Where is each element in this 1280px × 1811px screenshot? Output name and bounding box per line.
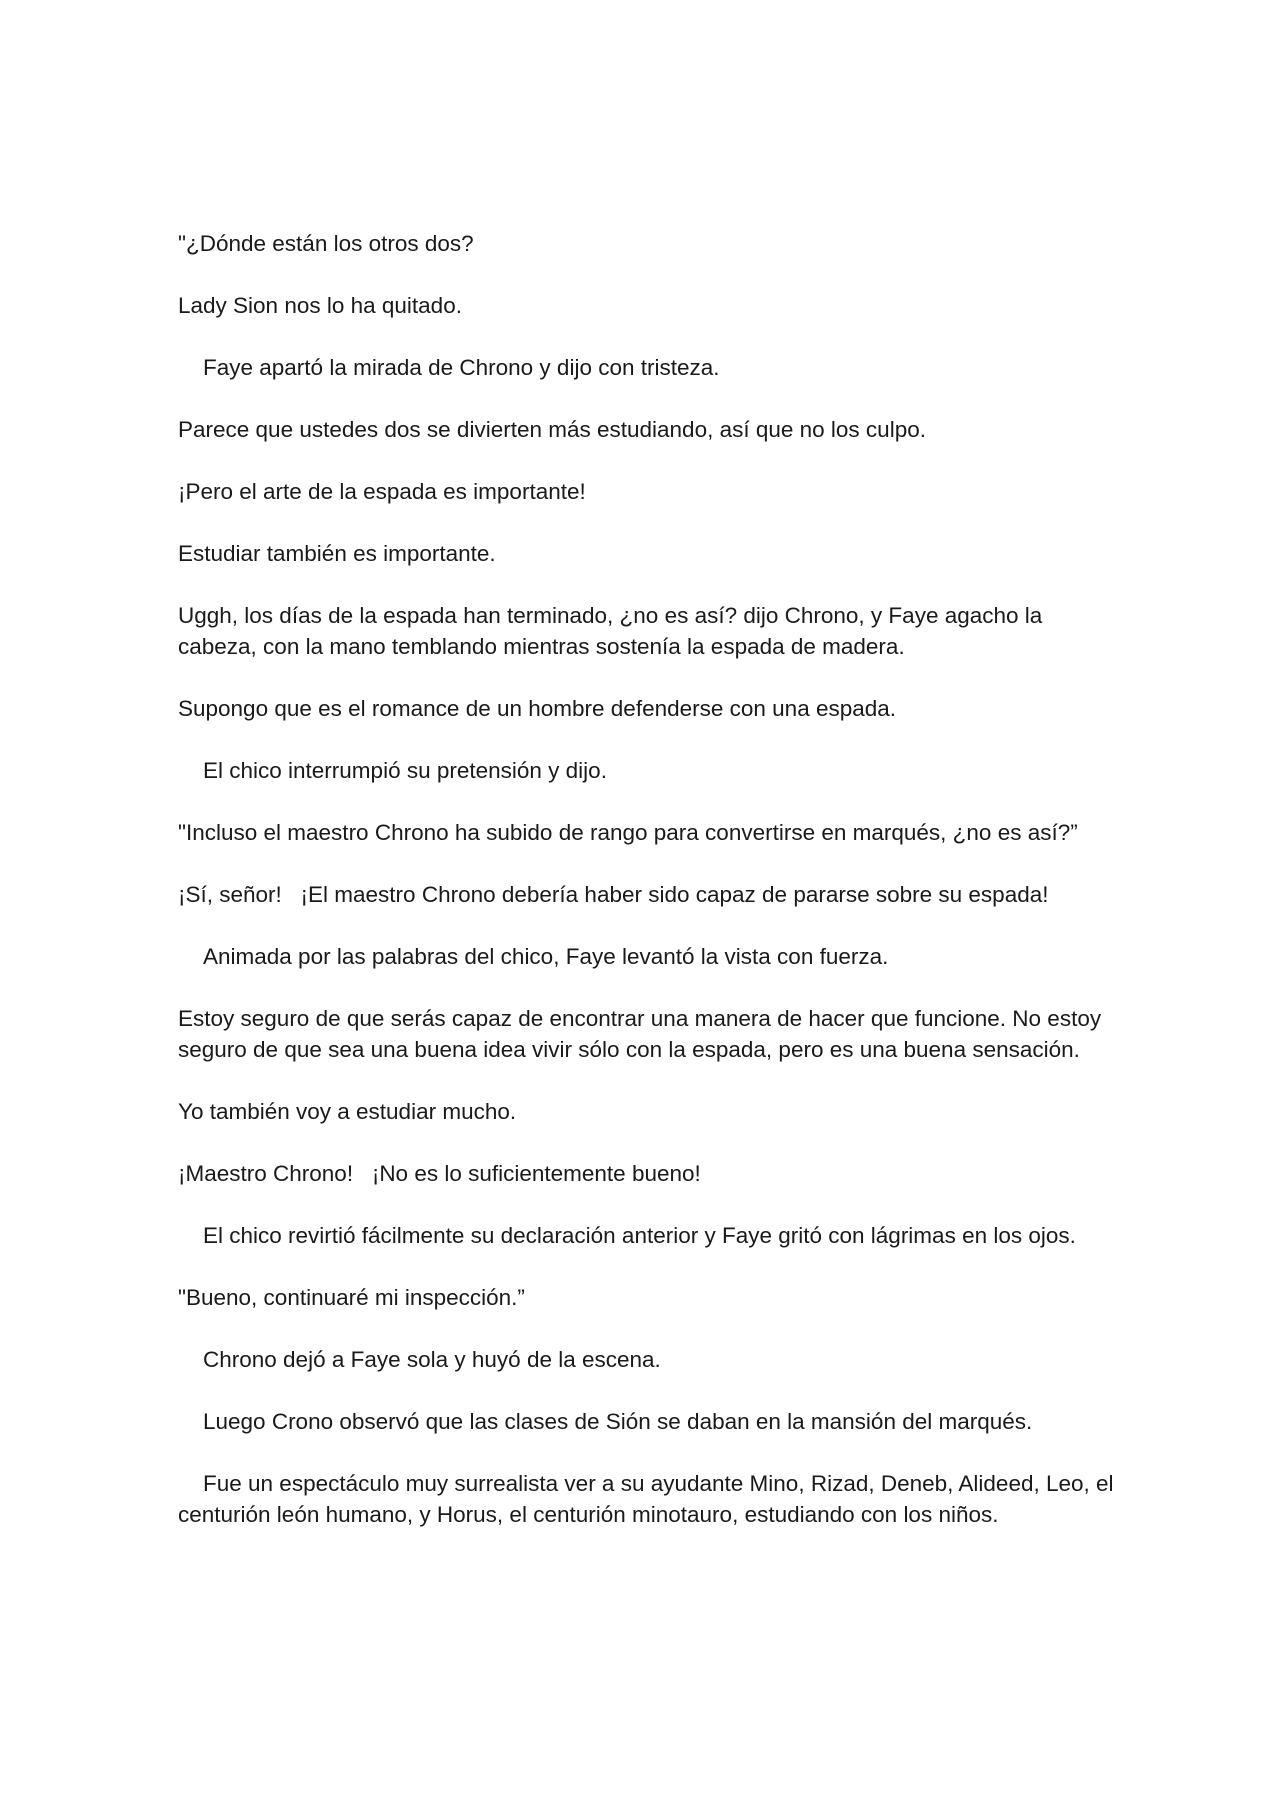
paragraph: Supongo que es el romance de un hombre defenderse con una espada. bbox=[178, 696, 897, 721]
paragraph: El chico interrumpió su pretensión y dijo. bbox=[203, 758, 607, 783]
paragraph: Lady Sion nos lo ha quitado. bbox=[178, 293, 462, 318]
paragraph: "Bueno, continuaré mi inspección.” bbox=[178, 1285, 525, 1310]
paragraph: Faye apartó la mirada de Chrono y dijo con tristeza. bbox=[203, 355, 720, 380]
paragraph: Chrono dejó a Faye sola y huyó de la escena. bbox=[203, 1347, 661, 1372]
paragraph: "Incluso el maestro Chrono ha subido de rango para convertirse en marqués, ¿no es así?” bbox=[178, 820, 1078, 845]
paragraph: El chico revirtió fácilmente su declaración anterior y Faye gritó con lágrimas en los ojos. bbox=[203, 1223, 1076, 1248]
paragraph: Uggh, los días de la espada han terminado, ¿no es así? dijo Chrono, y Faye agacho la cabeza, con la mano temblando mientras sostenía la espada de madera. bbox=[178, 603, 1049, 659]
paragraph: Estudiar también es importante. bbox=[178, 541, 496, 566]
paragraph: Parece que ustedes dos se divierten más estudiando, así que no los culpo. bbox=[178, 417, 926, 442]
paragraph: Luego Crono observó que las clases de Sión se daban en la mansión del marqués. bbox=[203, 1409, 1033, 1434]
paragraph: Yo también voy a estudiar mucho. bbox=[178, 1099, 517, 1124]
paragraph: Animada por las palabras del chico, Faye levantó la vista con fuerza. bbox=[203, 944, 889, 969]
document-page bbox=[178, 228, 1118, 1561]
paragraph: Fue un espectáculo muy surrealista ver a su ayudante Mino, Rizad, Deneb, Alideed, Leo, el centurión león humano, y Horus, el centurión minotauro, estudiando con los niños. bbox=[178, 1471, 1120, 1527]
paragraph: ¡Sí, señor! ¡El maestro Chrono debería haber sido capaz de pararse sobre su espada! bbox=[178, 882, 1049, 907]
paragraph: ¡Pero el arte de la espada es importante! bbox=[178, 479, 586, 504]
paragraph: Estoy seguro de que serás capaz de encontrar una manera de hacer que funcione. No estoy seguro de que sea una buena idea vivir sólo con la espada, pero es una buena sensación. bbox=[178, 1006, 1108, 1062]
paragraph: ¡Maestro Chrono! ¡No es lo suficientemente bueno! bbox=[178, 1161, 701, 1186]
paragraph: "¿Dónde están los otros dos? bbox=[178, 231, 474, 256]
